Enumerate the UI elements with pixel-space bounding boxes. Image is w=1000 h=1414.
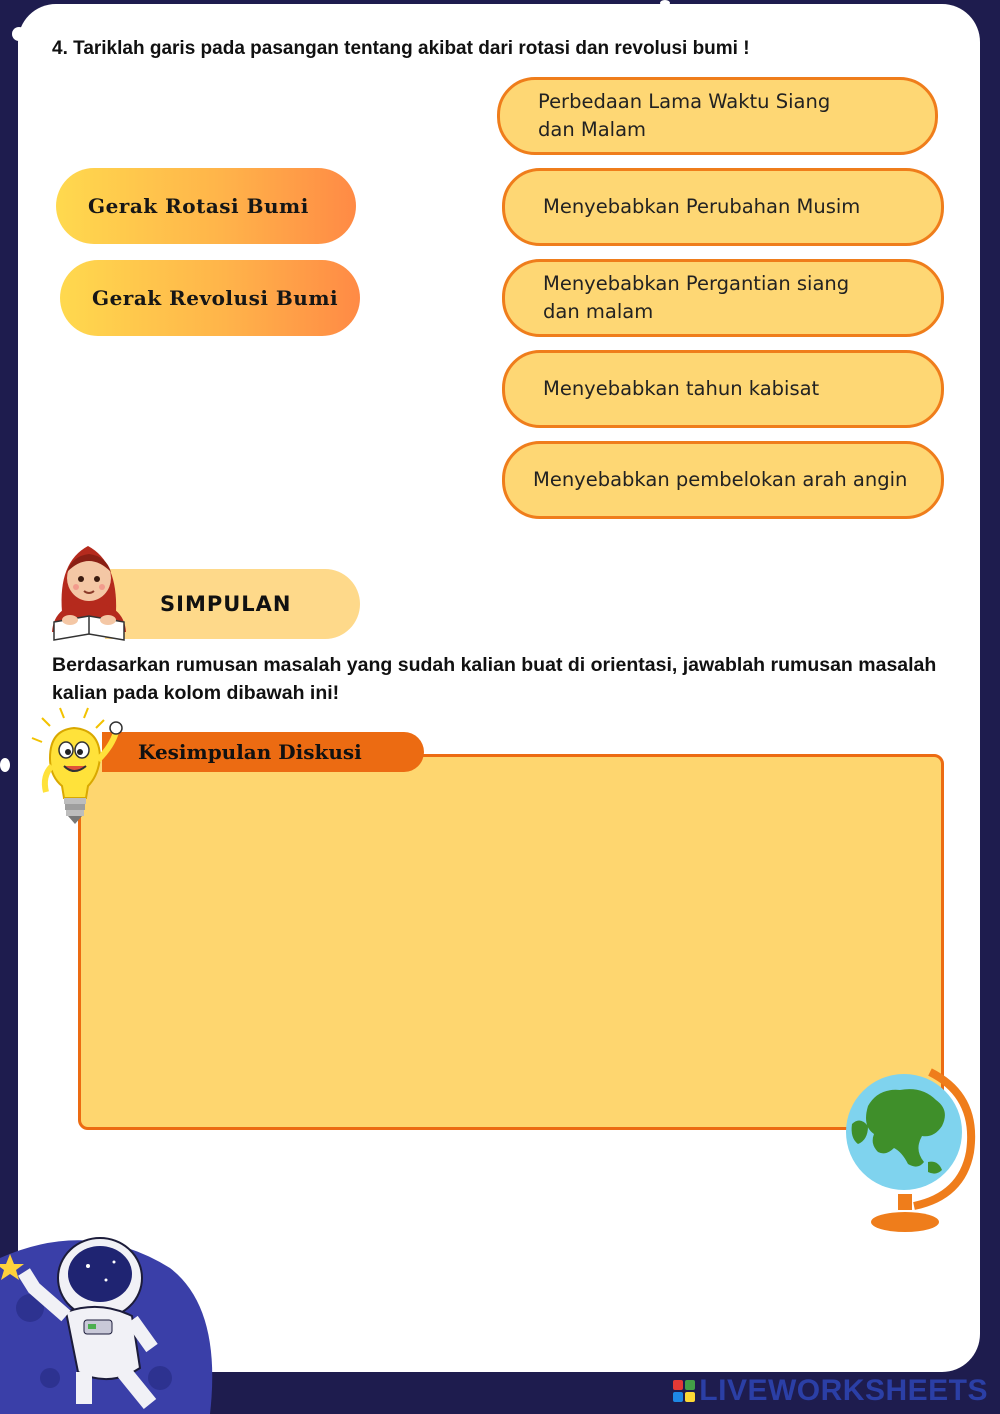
right-item-1[interactable] — [497, 77, 938, 155]
girl-reading-illustration — [48, 542, 130, 642]
right-item-label: Perbedaan Lama Waktu Siang dan Malam — [538, 90, 831, 141]
right-item-3[interactable] — [502, 259, 944, 337]
instruction-text: Berdasarkan rumusan masalah yang sudah kalian buat di orientasi, jawablah rumusan masalah kalian pada kolom dibawah ini! — [52, 654, 937, 704]
right-item-label: Menyebabkan pembelokan arah angin — [533, 468, 908, 491]
footer-brand-text: LIVEWORKSHEETS — [699, 1374, 988, 1407]
simpulan-header — [105, 569, 360, 639]
footer-brand — [673, 1376, 988, 1406]
left-item-rotasi[interactable]: Gerak Rotasi Bumi — [56, 168, 356, 244]
bg-dot — [0, 758, 10, 772]
left-item-revolusi[interactable]: Gerak Revolusi Bumi — [60, 260, 360, 336]
astronaut-moon-illustration — [0, 1228, 216, 1414]
lightbulb-icon — [28, 706, 128, 828]
conclusion-answer-box[interactable] — [78, 754, 944, 1130]
right-item-label: Menyebabkan tahun kabisat — [543, 377, 820, 400]
right-item-4[interactable] — [502, 350, 944, 428]
question-title: 4. Tariklah garis pada pasangan tentang akibat dari rotasi dan revolusi bumi ! — [52, 38, 750, 59]
conclusion-tab-label: Kesimpulan Diskusi — [102, 732, 424, 772]
right-item-2[interactable] — [502, 168, 944, 246]
right-item-label: Menyebabkan Pergantian siang dan malam — [543, 272, 850, 323]
right-item-label: Menyebabkan Perubahan Musim — [543, 195, 861, 218]
liveworksheets-logo-icon — [673, 1380, 695, 1402]
right-item-5[interactable] — [502, 441, 944, 519]
globe-illustration — [838, 1066, 978, 1236]
simpulan-label: SIMPULAN — [160, 592, 292, 616]
